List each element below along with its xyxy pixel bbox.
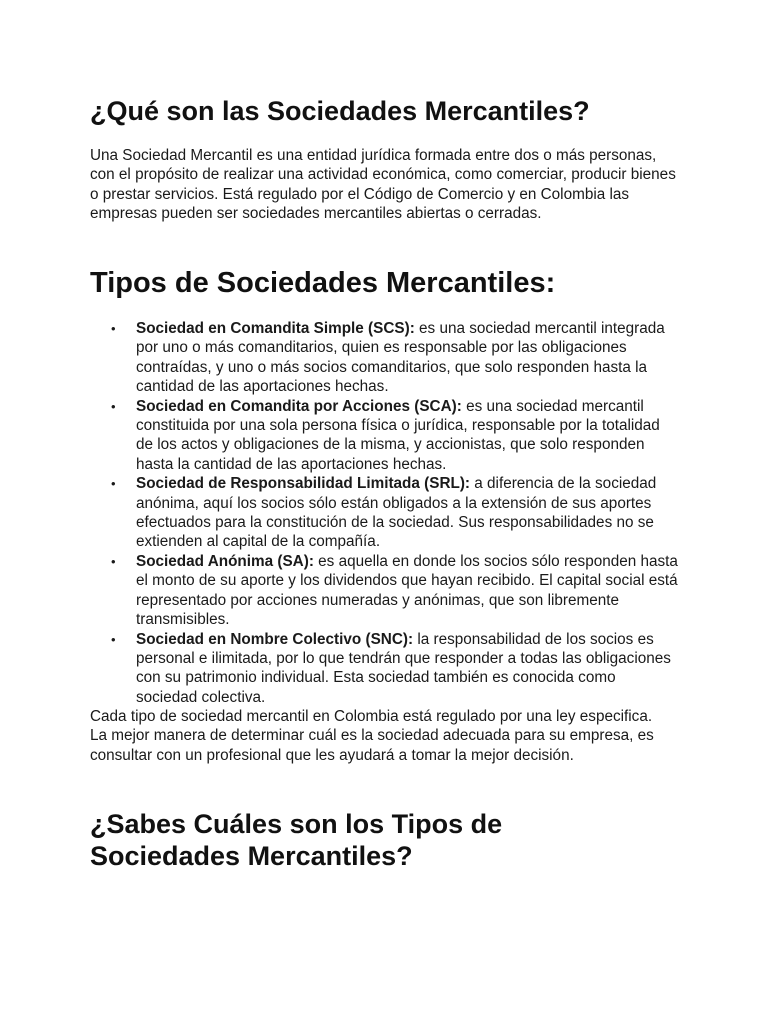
list-item-term: Sociedad en Nombre Colectivo (SNC): <box>136 630 414 648</box>
list-item-description: a diferencia de la sociedad anónima, aquí los socios sólo están obligados a la extensión de sus aportes efectuados para la constitución de la sociedad. Sus responsabilidades no se extienden al capital de la compañía. <box>136 475 657 551</box>
list-item-term: Sociedad en Comandita por Acciones (SCA): <box>136 397 462 415</box>
section-heading-sabes: ¿Sabes Cuáles son los Tipos de Sociedades Mercantiles? <box>90 809 503 871</box>
list-item-description: la responsabilidad de los socios es personal e ilimitada, por lo que tendrán que responder a todas las obligaciones con su patrimonio individual. Esta sociedad también es conocida como sociedad colectiva. <box>136 630 671 706</box>
bullet-icon: • <box>111 553 116 569</box>
types-list <box>90 319 680 707</box>
bullet-icon: • <box>111 398 116 414</box>
list-item <box>90 552 680 630</box>
page-title: ¿Qué son las Sociedades Mercantiles? <box>90 96 590 126</box>
section-heading-types: Tipos de Sociedades Mercantiles: <box>90 267 556 299</box>
intro-paragraph: Una Sociedad Mercantil es una entidad jurídica formada entre dos o más personas, con el propósito de realizar una actividad económica, como comerciar, producir bienes o prestar servicios. Está regulado por el Código de Comercio y en Colombia las empresas pueden ser sociedades mercantiles abiertas o cerradas. <box>90 147 676 223</box>
list-item <box>90 630 680 708</box>
closing-paragraph: Cada tipo de sociedad mercantil en Colombia está regulado por una ley especifica. La mejor manera de determinar cuál es la sociedad adecuada para su empresa, es consultar con un profesional que les ayudará a tomar la mejor decisión. <box>90 708 654 764</box>
list-item-term: Sociedad de Responsabilidad Limitada (SRL): <box>136 475 471 493</box>
list-item-description: es aquella en donde los socios sólo responden hasta el monto de su aporte y los dividendos que hayan recibido. El capital social está representado por acciones numeradas y anónimas, que son libremente transmisibles. <box>136 552 678 629</box>
list-item-description: es una sociedad mercantil constituida por una sola persona física o jurídica, responsable por la totalidad de los actos y obligaciones de la misma, y accionistas, que solo responden hasta la cantidad de las aportaciones hechas. <box>136 397 660 473</box>
list-item <box>90 319 680 397</box>
list-item-term: Sociedad en Comandita Simple (SCS): <box>136 320 415 337</box>
list-item <box>90 397 680 475</box>
list-item <box>90 474 680 552</box>
bullet-icon: • <box>111 321 116 336</box>
bullet-icon: • <box>111 631 116 647</box>
list-item-description: es una sociedad mercantil integrada por uno o más comanditarios, quien es responsable por las obligaciones contraídas, y uno o más socios comanditarios, que solo responden hasta la cantidad de las aportaciones hechas. <box>136 320 665 396</box>
bullet-icon: • <box>111 476 116 492</box>
list-item-term: Sociedad Anónima (SA): <box>136 552 314 570</box>
